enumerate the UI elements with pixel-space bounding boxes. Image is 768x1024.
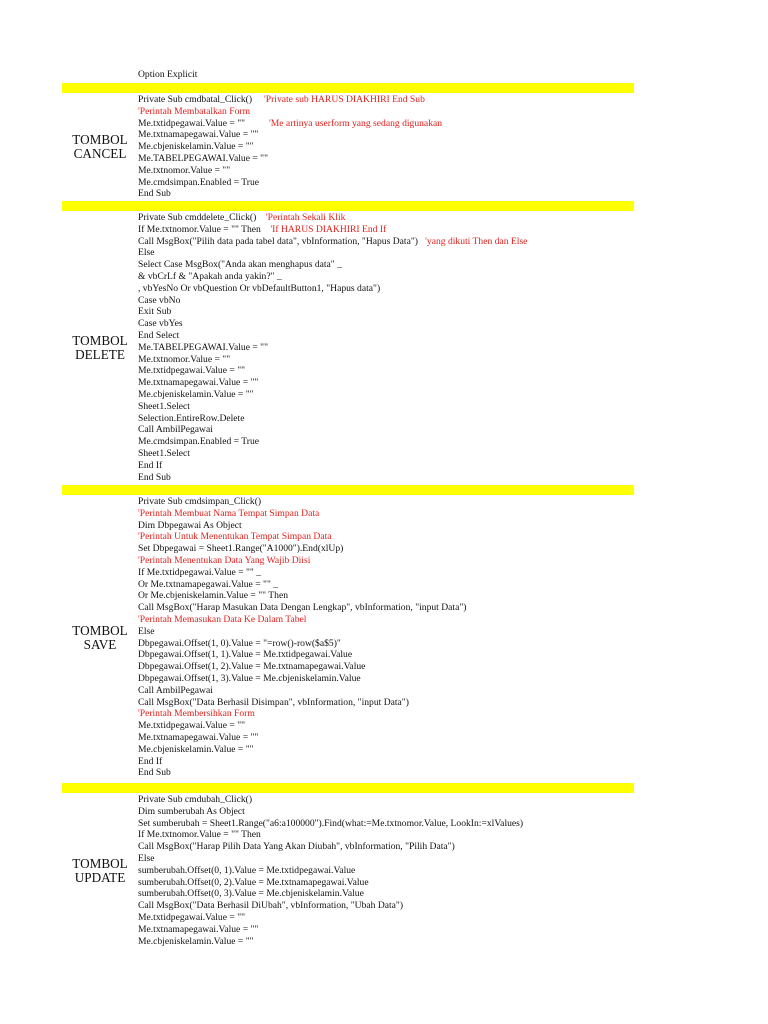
code-text: Me.txtnamapegawai.Value = "" [138,377,259,389]
code-text: 'Perintah Membuat Nama Tempat Simpan Data [138,507,320,519]
code-text: End Sub [138,471,171,483]
code-line [138,177,259,189]
code-text: Me.txtidpegawai.Value = "" [138,365,246,377]
code-text: Me.txtidpegawai.Value = "" [138,720,246,732]
code-line [138,720,245,732]
code-comment-line [138,555,310,567]
code-text: & vbCrLf & "Apakah anda yakin?" _ [138,271,282,282]
code-line [138,259,342,271]
code-line [138,342,268,354]
code-text: sumberubah.Offset(0, 2).Value = Me.txtnamapegawai.Value [138,876,369,888]
code-line [138,936,254,948]
inline-comment: 'yang dikuti Then dan Else [417,235,528,247]
code-line [138,413,244,425]
code-text: Else [138,247,155,259]
code-text: Private Sub cmdubah_Click() [138,794,253,805]
code-line [138,756,162,768]
code-line [138,224,386,236]
code-line [138,697,409,709]
code-text: Or Me.cbjeniskelamin.Value = "" Then [138,590,289,602]
code-text: Me.TABELPEGAWAI.Value = "" [138,153,269,164]
code-text: 'Perintah Membatalkan Form [138,105,251,117]
code-text: Private Sub cmdbatal_Click() [138,94,253,105]
code-text: Private Sub cmdsimpan_Click() [138,496,262,507]
code-line [138,460,162,472]
code-line [138,472,171,484]
code-line [138,924,258,936]
code-text: Call MsgBox("Data Berhasil DiUbah", vbInformation, "Ubah Data") [138,900,404,912]
code-text: Me.txtnamapegawai.Value = "" [138,923,259,935]
code-text: Sheet1.Select [138,400,190,412]
section-divider-band [62,485,634,495]
code-text: Me.txtnamapegawai.Value = "" [138,732,259,743]
code-text: If Me.txtidpegawai.Value = "" _ [138,566,262,578]
code-text: Call MsgBox("Harap Pilih Data Yang Akan Diubah", vbInformation, "Pilih Data") [138,841,455,853]
code-text: Exit Sub [138,306,172,318]
code-text: End If [138,755,163,767]
code-line [138,602,466,614]
section-divider-band [62,783,634,793]
code-line [138,436,259,448]
code-text: Else [138,625,155,637]
code-text: End Sub [138,188,171,200]
code-text: , vbYesNo Or vbQuestion Or vbDefaultButton1, "Hapus data") [138,282,381,294]
code-comment-line [138,106,250,118]
code-line [138,543,343,555]
code-line [138,283,380,295]
code-line [138,188,171,200]
code-line [138,579,278,591]
code-line [138,853,155,865]
code-text: Select Case MsgBox("Anda akan menghapus data" _ [138,259,342,271]
code-line [138,841,455,853]
code-line [138,912,245,924]
code-line [138,767,171,779]
inline-comment: 'If HARUS DIAKHIRI End If [260,223,387,235]
inline-comment: 'Perintah Sekali Klik [256,212,346,223]
code-line [138,877,369,889]
code-line [138,424,213,436]
code-text: Me.cmdsimpan.Enabled = True [138,176,260,188]
code-line [138,318,183,330]
code-comment-line [138,614,306,626]
code-line [138,118,442,130]
section-divider-band [62,83,634,93]
code-text: Me.txtnomor.Value = "" [138,353,231,365]
code-line [138,448,190,460]
code-line [138,520,242,532]
inline-comment: 'Me artinya userform yang sedang digunakan [245,117,443,129]
code-line [138,661,365,673]
section-label: TOMBOL SAVE [72,622,128,652]
code-text: Call AmbilPegawai [138,684,213,696]
code-line [138,744,254,756]
code-text: Me.TABELPEGAWAI.Value = "" [138,341,269,353]
code-text: If Me.txtnomor.Value = "" Then [138,829,261,841]
code-line [138,306,171,318]
section-label: TOMBOL UPDATE [72,855,128,885]
code-line [138,377,258,389]
code-line [138,590,288,602]
code-line [138,638,341,650]
code-comment-line [138,508,319,520]
code-text: Dbpegawai.Offset(1, 3).Value = Me.cbjeniskelamin.Value [138,673,361,684]
code-text: Dim Dbpegawai As Object [138,519,242,531]
code-line [138,685,213,697]
code-line [138,865,355,877]
code-text: Me.cbjeniskelamin.Value = "" [138,743,254,755]
section-label: TOMBOL CANCEL [72,132,128,162]
code-line [138,888,364,900]
code-line [138,153,268,165]
code-text: Me.txtnamapegawai.Value = "" [138,129,259,141]
code-comment-line [138,531,332,543]
code-text: Dim sumberubah As Object [138,805,245,817]
code-text: 'Perintah Memasukan Data Ke Dalam Tabel [138,614,307,625]
code-line [138,794,252,806]
code-text: End Sub [138,767,171,779]
code-line [138,818,523,830]
code-line [138,567,261,579]
code-text: Set Dbpegawai = Sheet1.Range("A1000").End(xlUp) [138,543,344,555]
code-line [138,129,258,141]
code-text: sumberubah.Offset(0, 1).Value = Me.txtidpegawai.Value [138,864,356,876]
code-text: Me.txtnomor.Value = "" [138,164,231,176]
code-line [138,829,261,841]
option-explicit-line: Option Explicit [138,69,198,80]
code-line [138,401,190,413]
code-line [138,247,155,259]
code-text: Call AmbilPegawai [138,424,213,436]
code-text: Case vbNo [138,294,181,306]
code-text: Me.txtidpegawai.Value = "" [138,117,246,129]
code-text: 'Perintah Menentukan Data Yang Wajib Diisi [138,555,311,566]
code-text: Call MsgBox("Harap Masukan Data Dengan Lengkap", vbInformation, "input Data") [138,602,467,614]
code-text: Me.cbjeniskelamin.Value = "" [138,935,254,947]
code-text: sumberubah.Offset(0, 3).Value = Me.cbjeniskelamin.Value [138,888,364,900]
code-text: Case vbYes [138,318,183,330]
code-line [138,141,254,153]
code-comment-line [138,708,255,720]
code-line [138,354,230,366]
code-text: End If [138,459,163,471]
code-text: Dbpegawai.Offset(1, 1).Value = Me.txtidpegawai.Value [138,649,353,661]
code-text: If Me.txtnomor.Value = "" Then [138,223,261,235]
code-line [138,236,527,248]
code-text: Call MsgBox("Data Berhasil Disimpan", vbInformation, "input Data") [138,696,409,708]
code-line [138,649,352,661]
code-text: Me.txtidpegawai.Value = "" [138,912,246,923]
code-text: Me.cmdsimpan.Enabled = True [138,436,260,448]
code-line [138,806,245,818]
code-text: Or Me.txtnamapegawai.Value = "" _ [138,578,279,590]
code-text: Dbpegawai.Offset(1, 2).Value = Me.txtnamapegawai.Value [138,661,366,673]
inline-comment: 'Private sub HARUS DIAKHIRI End Sub [252,94,425,105]
code-line [138,900,403,912]
code-line [138,673,361,685]
code-line [138,732,258,744]
code-line [138,212,345,224]
code-line [138,626,155,638]
section-label: TOMBOL DELETE [72,332,128,362]
code-text: Dbpegawai.Offset(1, 0).Value = "=row()-row($a$5)" [138,637,341,649]
code-line [138,295,180,307]
code-line [138,330,179,342]
code-text: Sheet1.Select [138,448,190,459]
code-line [138,94,425,106]
code-text: Me.cbjeniskelamin.Value = "" [138,141,254,153]
code-text: Private Sub cmddelete_Click() [138,212,257,223]
code-text: 'Perintah Membersihkan Form [138,708,255,720]
code-text: Selection.EntireRow.Delete [138,412,245,424]
code-line [138,365,245,377]
code-text: Else [138,853,155,864]
code-text: 'Perintah Untuk Menentukan Tempat Simpan Data [138,531,332,543]
code-line [138,271,282,283]
code-text: Set sumberubah = Sheet1.Range("a6:a100000").Find(what:=Me.txtnomor.Value, LookIn:=xlValues) [138,817,524,829]
code-text: Me.cbjeniskelamin.Value = "" [138,389,254,400]
code-line [138,389,254,401]
code-text: End Select [138,330,180,341]
section-divider-band [62,201,634,211]
code-line [138,496,261,508]
code-line [138,165,230,177]
code-text: Call MsgBox("Pilih data pada tabel data", vbInformation, "Hapus Data") [138,235,418,247]
